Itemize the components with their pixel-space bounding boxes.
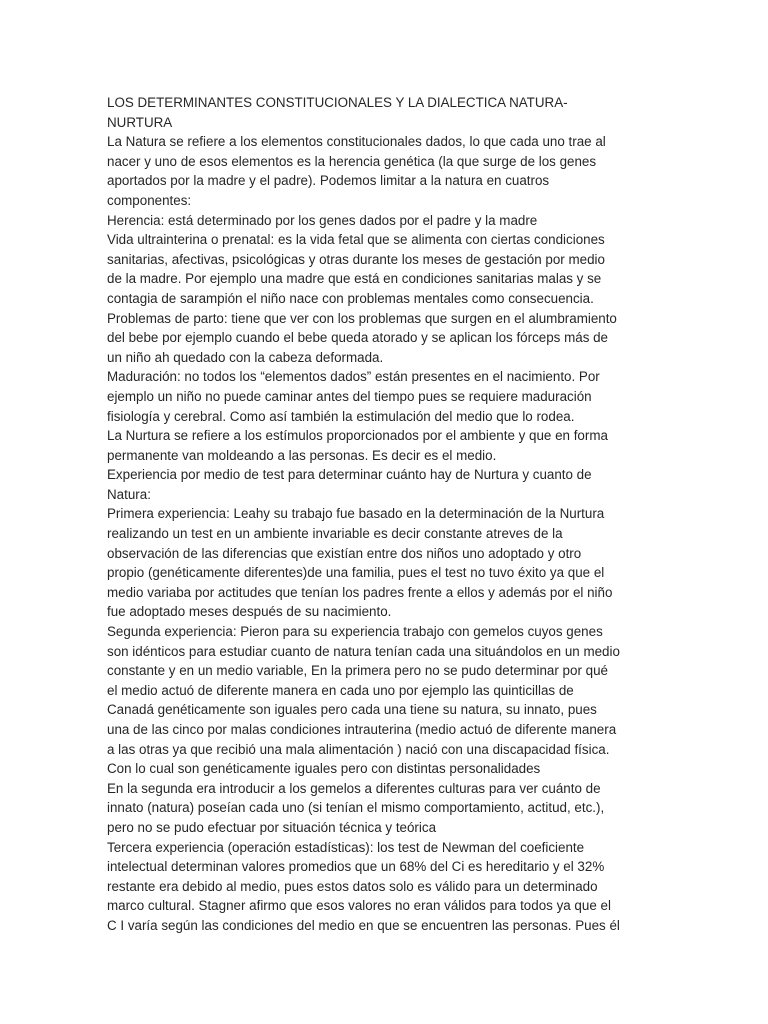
document-text-line: restante era debido al medio, pues estos datos solo es válido para un determinado xyxy=(107,878,598,894)
document-text-line: a las otras ya que recibió una mala alimentación ) nació con una discapacidad física. xyxy=(107,741,610,757)
document-text-line: Problemas de parto: tiene que ver con los problemas que surgen en el alumbramiento xyxy=(107,310,617,326)
document-text-line: sanitarias, afectivas, psicológicas y otras durante los meses de gestación por medio xyxy=(107,251,605,267)
document-text-line: constante y en un medio variable, En la primera pero no se pudo determinar por qué xyxy=(107,663,608,679)
document-text-line: realizando un test en un ambiente invariable es decir constante atreves de la xyxy=(107,526,563,542)
document-text-line: intelectual determinan valores promedios que un 68% del Ci es hereditario y el 32% xyxy=(107,859,605,875)
document-text-line: aportados por la madre y el padre). Podemos limitar a la natura en cuatros xyxy=(107,173,550,189)
document-text-line: nacer y uno de esos elementos es la herencia genética (la que surge de los genes xyxy=(107,153,597,169)
document-text-line: un niño ah quedado con la cabeza deformada. xyxy=(107,349,384,365)
document-text-line: Canadá genéticamente son iguales pero cada una tiene su natura, su innato, pues xyxy=(107,702,597,718)
document-text-line: Con lo cual son genéticamente iguales pero con distintas personalidades xyxy=(107,761,541,777)
document-text-line: C I varía según las condiciones del medio en que se encuentren las personas. Pues él xyxy=(107,917,620,933)
document-text-line: del bebe por ejemplo cuando el bebe queda atorado y se aplican los fórceps más de xyxy=(107,330,608,346)
document-text-line: innato (natura) poseían cada uno (si tenían el mismo comportamiento, actitud, etc.), xyxy=(107,800,605,816)
document-text-line: La Natura se refiere a los elementos constitucionales dados, lo que cada uno trae al xyxy=(107,134,606,150)
document-text-line: Tercera experiencia (operación estadísticas): los test de Newman del coeficiente xyxy=(107,839,585,855)
document-text-line: ejemplo un niño no puede caminar antes del tiempo pues se requiere maduración xyxy=(107,388,592,404)
document-text-line: Herencia: está determinado por los genes dados por el padre y la madre xyxy=(107,212,538,228)
document-text-line: medio variaba por actitudes que tenían los padres frente a ellos y además por el niño xyxy=(107,584,613,600)
document-text-line: contagia de sarampión el niño nace con problemas mentales como consecuencia. xyxy=(107,290,594,306)
document-text-line: Maduración: no todos los “elementos dados” están presentes en el nacimiento. Por xyxy=(107,369,600,385)
document-text-line: son idénticos para estudiar cuanto de natura tenían cada una situándolos en un medio xyxy=(107,643,620,659)
document-text-line: componentes: xyxy=(107,192,192,208)
document-body xyxy=(107,93,667,936)
document-text-line: marco cultural. Stagner afirmo que esos valores no eran válidos para todos ya que el xyxy=(107,898,611,914)
document-text-line: Segunda experiencia: Pieron para su experiencia trabajo con gemelos cuyos genes xyxy=(107,624,603,640)
document-text-line: el medio actuó de diferente manera en cada uno por ejemplo las quinticillas de xyxy=(107,682,574,698)
document-title-line: LOS DETERMINANTES CONSTITUCIONALES Y LA DIALECTICA NATURA- xyxy=(107,95,568,110)
document-text-line: Experiencia por medio de test para determinar cuánto hay de Nurtura y cuanto de xyxy=(107,467,592,483)
document-text-line: fue adoptado meses después de su nacimiento. xyxy=(107,604,392,620)
document-text-line: propio (genéticamente diferentes)de una familia, pues el test no tuvo éxito ya que el xyxy=(107,565,605,581)
document-text-line: Primera experiencia: Leahy su trabajo fue basado en la determinación de la Nurtura xyxy=(107,506,605,522)
document-text-line: una de las cinco por malas condiciones intrauterina (medio actuó de diferente manera xyxy=(107,722,617,737)
document-text-line: Natura: xyxy=(107,486,151,502)
document-text-line: pero no se pudo efectuar por situación técnica y teórica xyxy=(107,819,437,835)
document-text-line: Vida ultrainterina o prenatal: es la vida fetal que se alimenta con ciertas condiciones xyxy=(107,232,605,248)
document-text-line: permanente van moldeando a las personas. Es decir es el medio. xyxy=(107,447,497,463)
document-title-line: NURTURA xyxy=(107,114,173,130)
document-text-line: de la madre. Por ejemplo una madre que está en condiciones sanitarias malas y se xyxy=(107,271,602,287)
document-text-line: fisiología y cerebral. Como así también la estimulación del medio que lo rodea. xyxy=(107,408,575,424)
document-text-line: La Nurtura se refiere a los estímulos proporcionados por el ambiente y que en forma xyxy=(107,428,608,444)
document-text-line: observación de las diferencias que existían entre dos niños uno adoptado y otro xyxy=(107,545,582,561)
document-text-line: En la segunda era introducir a los gemelos a diferentes culturas para ver cuánto de xyxy=(107,780,601,796)
